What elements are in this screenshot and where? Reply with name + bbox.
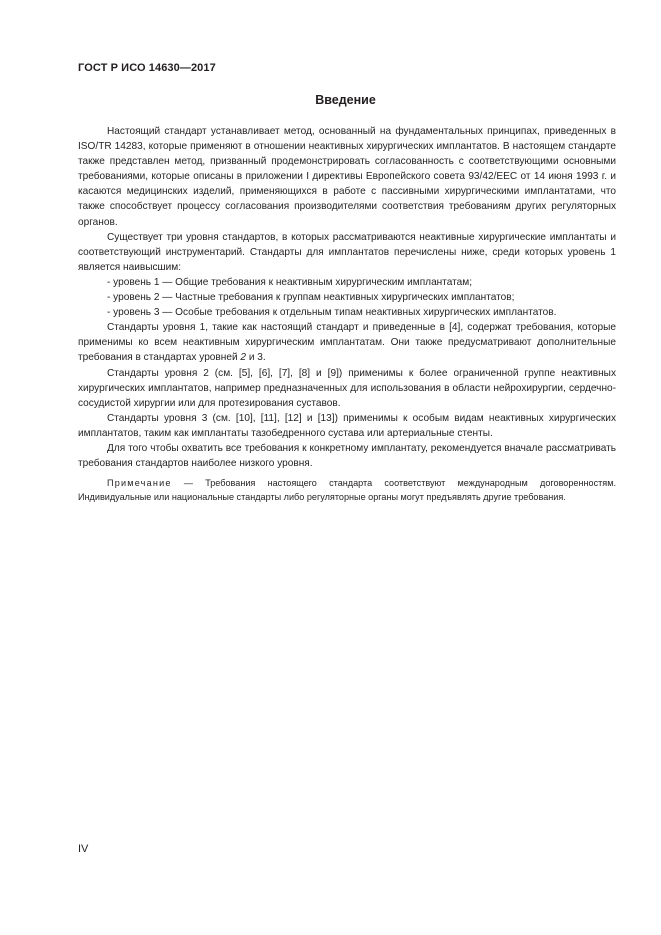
note: [78, 477, 616, 505]
paragraph-level-2: Стандарты уровня 2 (см. [5], [6], [7], [8] и [9]) применимы к более ограниченной группе неактивных хирургических имплантатов, например предназначенных для использования в области нейрохирургии, сердечно-сосудистой хирургии или для протезирования суставов.: [78, 367, 616, 409]
note-label: Примечание: [107, 478, 172, 489]
list-item-level-3: - уровень 3 — Особые требования к отдельным типам неактивных хирургических имплантатов.: [107, 307, 557, 319]
section-title: Введение: [315, 93, 376, 107]
page-number: IV: [78, 843, 89, 855]
list-item-level-2: - уровень 2 — Частные требования к группам неактивных хирургических имплантатов;: [107, 292, 515, 304]
document-header: ГОСТ Р ИСО 14630—2017: [78, 62, 216, 74]
document-body: [78, 124, 616, 505]
paragraph-recommendation: Для того чтобы охватить все требования к конкретному имплантату, рекомендуется вначале рассматривать требования стандартов наиболее низкого уровня.: [78, 442, 616, 470]
list-item-level-1: - уровень 1 — Общие требования к неактивным хирургическим имплантатам;: [107, 276, 473, 288]
note-text: — Требования настоящего стандарта соответствуют международным договоренностям. Индивидуальные или национальные стандарты либо регуляторные органы могут предъявлять другие требования.: [78, 478, 616, 502]
paragraph-level-3: Стандарты уровня 3 (см. [10], [11], [12] и [13]) применимы к особым видам неактивных хирургических имплантатов, таким как имплантаты тазобедренного сустава или артериальные стенты.: [78, 412, 616, 439]
paragraph-levels: Существует три уровня стандартов, в которых рассматриваются неактивные хирургические имплантаты и соответствующий инструментарий. Стандарты для имплантатов перечислены ниже, среди которых уровень 1 является наивысшим:: [78, 231, 616, 273]
paragraph-intro: Настоящий стандарт устанавливает метод, основанный на фундаментальных принципах, приведенных в ISO/TR 14283, которые применяют в отношении неактивных хирургических имплантатов. В настоящем стандарте также представлен метод, призванный продемонстрировать согласованность с соответствующими основными требованиями, которые описаны в приложении I директивы Европейского совета 93/42/EEC от 14 июня 1993 г. и касаются медицинских изделий, применяющихся в работе с пассивными хирургическими имплантатами, что также способствует процессу согласования производителями соответствия требованиям других регуляторных органов.: [78, 126, 616, 228]
paragraph-level-1: Стандарты уровня 1, такие как настоящий стандарт и приведенные в [4], содержат требования, которые применимы ко всем неактивным хирургическим имплантатам. Они также предусматривают дополнительные требования в стандартах уровней 2 и 3.: [78, 322, 616, 364]
